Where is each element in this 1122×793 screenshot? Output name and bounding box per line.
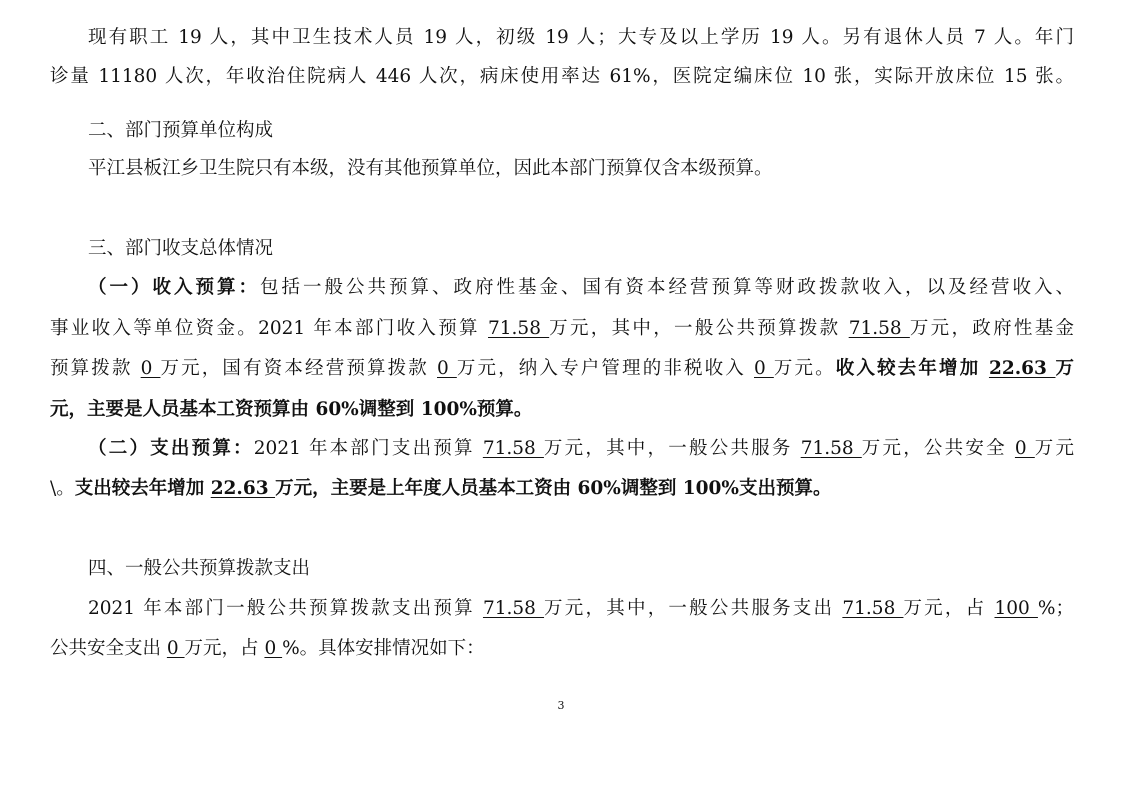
staff-line-1: 现有职工 19 人，其中卫生技术人员 19 人，初级 19 人；大专及以上学历 19 人。另有退休人员 7 人。年门 [88,27,1074,48]
general-service-value: 71.58 [842,598,904,619]
expense-line-1: （二）支出预算：2021 年本部门支出预算 71.58 万元，其中，一般公共服务 71.58 万元，公共安全 0 万元 [88,438,1075,459]
expense-security-value: 0 [1014,438,1035,459]
unit-composition-text: 平江县板江乡卫生院只有本级，没有其他预算单位，因此本部门预算仅含本级预算。 [88,158,773,179]
income-line-4: 元，主要是人员基本工资预算由 60%调整到 100%预算。 [50,399,533,420]
general-budget-line-1: 2021 年本部门一般公共预算拨款支出预算 71.58 万元，其中，一般公共服务支出 71.58 万元，占 100 %； [88,598,1074,619]
expense-label: （二）支出预算： [88,438,254,459]
expense-increase-value: 22.63 [210,478,276,499]
security-value: 0 [166,638,185,659]
page-number: 3 [557,699,565,712]
section-heading-general-budget: 四、一般公共预算拨款支出 [88,558,311,579]
security-percent: 0 [264,638,283,659]
income-general-value: 71.58 [848,318,910,339]
general-budget-line-2: 公共安全支出 0 万元，占 0 %。具体安排情况如下： [50,638,485,659]
income-line-1 [88,275,1074,301]
section-heading-unit-composition: 二、部门预算单位构成 [88,120,274,141]
income-increase-value: 22.63 [988,358,1056,379]
income-label: （一）收入预算： [88,277,260,298]
expense-total-value: 71.58 [482,438,544,459]
income-line-3: 预算拨款 0 万元，国有资本经营预算拨款 0 万元，纳入专户管理的非税收入 0 万元。收入较去年增加 22.63 万 [50,358,1074,379]
expense-general-value: 71.58 [800,438,862,459]
income-line-2: 事业收入等单位资金。2021 年本部门收入预算 71.58 万元，其中，一般公共预算拨款 71.58 万元，政府性基金 [50,318,1074,339]
general-service-percent: 100 [994,598,1038,619]
expense-line-2: \。支出较去年增加 22.63 万元，主要是上年度人员基本工资由 60%调整到 100%支出预算。 [50,478,832,499]
income-total-value: 71.58 [488,318,550,339]
section-heading-overall: 三、部门收支总体情况 [88,238,274,259]
income-nontax-value: 0 [754,358,774,379]
staff-line-2: 诊量 11180 人次，年收治住院病人 446 人次，病床使用率达 61%，医院定编床位 10 张，实际开放床位 15 张。 [50,66,1074,87]
income-state-capital-value: 0 [437,358,457,379]
income-fund-value: 0 [140,358,161,379]
income-text: 包括一般公共预算、政府性基金、国有资本经营预算等财政拨款收入，以及经营收入、 [260,277,1074,298]
general-total-value: 71.58 [482,598,545,619]
